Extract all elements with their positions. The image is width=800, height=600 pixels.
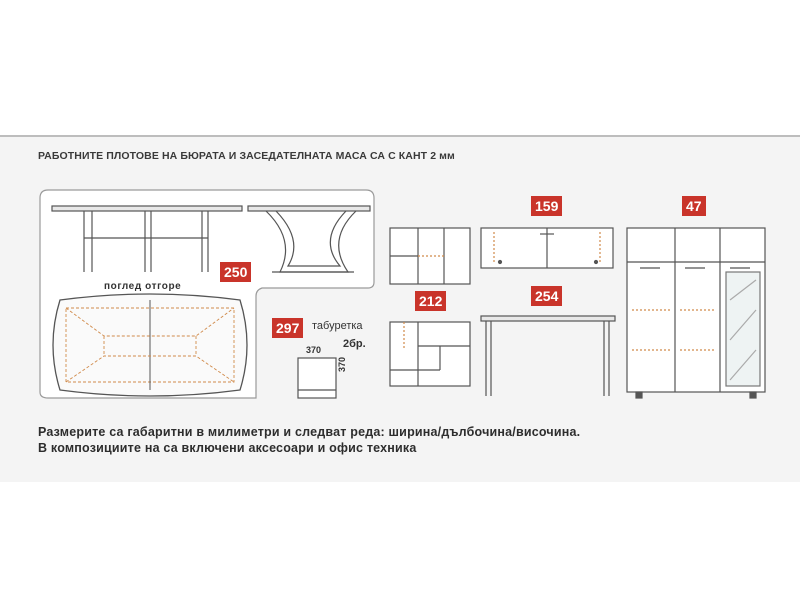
- wall-cabinet: [481, 228, 613, 268]
- code-badge-conference-table: 250: [220, 262, 251, 282]
- desk: [481, 316, 615, 396]
- code-badge-wardrobe: 47: [682, 196, 706, 216]
- code-badge-shelf: 212: [415, 291, 446, 311]
- top-view-label: поглед отгоре: [104, 281, 182, 292]
- stool-quantity-label: 2бр.: [343, 338, 366, 350]
- code-badge-stool: 297: [272, 318, 303, 338]
- stool-width-dimension: 370: [306, 345, 322, 355]
- conference-table-top: [53, 294, 247, 396]
- composition-note: В композициите на са включени аксесоари и офис техника: [38, 441, 417, 455]
- dimensions-note: Размерите са габаритни в милиметри и следват реда: ширина/дълбочина/височина.: [38, 425, 581, 439]
- stool: [298, 358, 336, 398]
- code-badge-desk: 254: [531, 286, 562, 306]
- shelf-unit-small: [390, 228, 470, 284]
- shelf-unit-composite: [390, 322, 470, 386]
- wardrobe: [627, 228, 765, 398]
- page-title: РАБОТНИТЕ ПЛОТОВЕ НА БЮРАТА И ЗАСЕДАТЕЛНАТА МАСА СА С КАНТ 2 мм: [38, 150, 455, 162]
- stool-name-label: табуретка: [312, 320, 363, 332]
- code-badge-cabinet: 159: [531, 196, 562, 216]
- stool-height-dimension: 370: [337, 356, 347, 372]
